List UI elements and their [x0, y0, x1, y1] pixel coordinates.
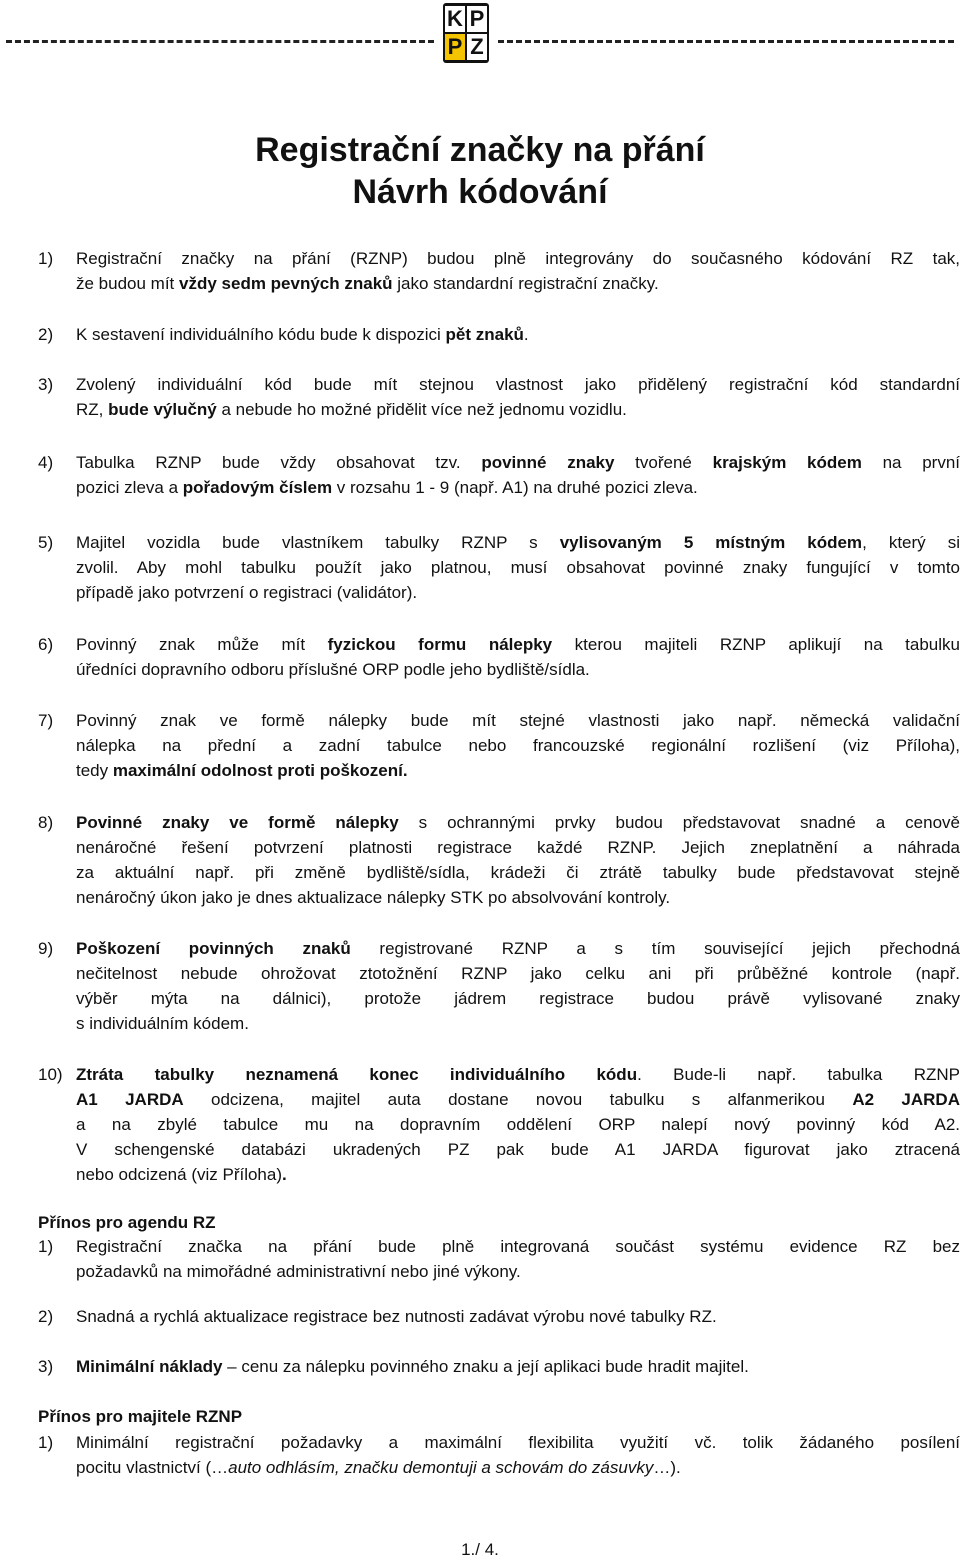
- text-segment: pocitu vlastnictví (…: [76, 1458, 229, 1477]
- item-number: 1): [38, 249, 54, 268]
- text-segment: Minimální registrační požadavky a maximální flexibilita využití vč. tolik žádaného posílení: [76, 1433, 960, 1452]
- text-segment: Snadná a rychlá aktualizace registrace bez nutnosti zadávat výrobu nové tabulky RZ.: [76, 1307, 717, 1326]
- bold-text: vždy sedm pevných znaků: [179, 274, 393, 293]
- item-number: 2): [38, 1307, 54, 1326]
- page-number: 1./ 4.: [461, 1540, 499, 1559]
- text-line: [76, 246, 960, 271]
- list-item-8: [38, 810, 960, 910]
- list-item-9: [38, 936, 960, 1036]
- text-line: [76, 397, 960, 422]
- text-line: [76, 632, 960, 657]
- bold-text: Poškození povinných znaků: [76, 939, 351, 958]
- text-line: [76, 1137, 960, 1162]
- text-line: [76, 1354, 960, 1379]
- item-text: [76, 708, 960, 783]
- text-line: [76, 1162, 960, 1187]
- text-line: [76, 450, 960, 475]
- agenda-item-2: [38, 1304, 960, 1329]
- logo-letter: P: [445, 34, 465, 60]
- text-line: [76, 986, 960, 1011]
- item-number: 10): [38, 1065, 63, 1084]
- bold-text: krajským kódem: [712, 453, 862, 472]
- item-text: [76, 1234, 960, 1284]
- bold-text: bude výlučný: [108, 400, 217, 419]
- text-line: [76, 961, 960, 986]
- text-line: [76, 580, 960, 605]
- list-item-4: [38, 450, 960, 500]
- text-line: [76, 835, 960, 860]
- text-segment: , který si: [862, 533, 960, 552]
- text-line: [76, 708, 960, 733]
- bold-text: povinné znaky: [481, 453, 615, 472]
- item-number: 4): [38, 453, 54, 472]
- bold-text: Minimální náklady: [76, 1357, 223, 1376]
- text-segment: nálepka na přední a zadní tabulce nebo francouzské regionální rozlišení (viz Příloha),: [76, 736, 960, 755]
- text-segment: registrované RZNP a s tím související jejich přechodná: [350, 939, 960, 958]
- text-segment: Povinný znak může mít: [76, 635, 328, 654]
- item-text: [76, 1062, 960, 1187]
- text-line: [76, 758, 960, 783]
- text-segment: nečitelnost nebude ohrožovat ztotožnění RZNP jako celku ani při průběžné kontrole (např.: [76, 964, 960, 983]
- list-item-2: [38, 322, 960, 347]
- bold-text: fyzickou formu nálepky: [327, 635, 553, 654]
- text-line: [76, 555, 960, 580]
- text-segment: .: [523, 325, 529, 344]
- text-segment: za aktuální např. při změně bydliště/sídla, krádeži či ztrátě tabulky bude představovat stejně: [76, 863, 960, 882]
- page-header: [0, 0, 960, 70]
- item-text: [76, 1304, 960, 1329]
- item-number: 7): [38, 711, 54, 730]
- text-segment: Tabulka RZNP bude vždy obsahovat tzv.: [76, 453, 482, 472]
- text-segment: nenáročný úkon jako je dnes aktualizace nálepky STK po absolvování kontroly.: [76, 888, 671, 907]
- text-segment: na první: [861, 453, 960, 472]
- agenda-item-1: [38, 1234, 960, 1284]
- item-number: 5): [38, 533, 54, 552]
- text-segment: požadavků na mimořádné administrativní nebo jiné výkony.: [76, 1262, 521, 1281]
- item-text: [76, 530, 960, 605]
- list-item-5: [38, 530, 960, 605]
- text-segment: Majitel vozidla bude vlastníkem tabulky RZNP s: [76, 533, 560, 552]
- document-title: Registrační značky na přání: [255, 131, 705, 169]
- bold-text: maximální odolnost proti poškození.: [112, 761, 408, 780]
- bold-text: Povinné znaky ve formě nálepky: [76, 813, 399, 832]
- bold-text: pět znaků: [445, 325, 524, 344]
- text-segment: a na zbylé tabulce mu na dopravním oddělení ORP nalepí nový povinný kód A2.: [76, 1115, 960, 1134]
- text-line: [76, 530, 960, 555]
- text-line: [76, 733, 960, 758]
- text-line: [76, 1112, 960, 1137]
- text-segment: Zvolený individuální kód bude mít stejnou vlastnost jako přidělený registrační kód standardní: [76, 375, 960, 394]
- text-segment: případě jako potvrzení o registraci (validátor).: [76, 583, 418, 602]
- item-number: 6): [38, 635, 54, 654]
- section-heading-agenda: Přínos pro agendu RZ: [38, 1213, 216, 1232]
- logo-letter: P: [467, 6, 487, 32]
- text-segment: pozici zleva a: [76, 478, 183, 497]
- owner-item-1: [38, 1430, 960, 1480]
- logo-letter: K: [445, 6, 465, 32]
- list-item-10: [38, 1062, 960, 1187]
- kppz-logo: [443, 3, 489, 63]
- text-segment: výběr mýta na dálnici), protože jádrem registrace budou právě vylisované znaky: [76, 989, 960, 1008]
- text-segment: odcizena, majitel auta dostane novou tabulku s alfanmerikou: [183, 1090, 853, 1109]
- text-segment: kterou majiteli RZNP aplikují na tabulku: [552, 635, 960, 654]
- item-text: [76, 246, 960, 296]
- item-number: 1): [38, 1433, 54, 1452]
- italic-text: auto odhlásím, značku demontuji a schovám do zásuvky: [228, 1458, 654, 1477]
- item-text: [76, 810, 960, 910]
- text-segment: úředníci dopravního odboru příslušné ORP podle jeho bydliště/sídla.: [76, 660, 590, 679]
- text-line: [76, 1455, 960, 1480]
- item-text: [76, 372, 960, 422]
- list-item-1: [38, 246, 960, 296]
- text-line: [76, 657, 960, 682]
- item-text: [76, 322, 960, 347]
- text-segment: K sestavení individuálního kódu bude k dispozici: [76, 325, 446, 344]
- item-text: [76, 936, 960, 1036]
- text-segment: jako standardní registrační značky.: [392, 274, 659, 293]
- text-segment: že budou mít: [76, 274, 180, 293]
- text-segment: v rozsahu 1 - 9 (např. A1) na druhé pozici zleva.: [332, 478, 698, 497]
- list-item-6: [38, 632, 960, 682]
- text-line: [76, 1011, 960, 1036]
- text-line: [76, 1234, 960, 1259]
- text-segment: zvolil. Aby mohl tabulku použít jako platnou, musí obsahovat povinné znaky fungující v tomto: [76, 558, 960, 577]
- item-number: 9): [38, 939, 54, 958]
- text-line: [76, 372, 960, 397]
- text-line: [76, 1430, 960, 1455]
- text-segment: s ochrannými prvky budou představovat snadné a cenově: [398, 813, 960, 832]
- text-segment: s individuálním kódem.: [76, 1014, 249, 1033]
- text-segment: Registrační značka na přání bude plně integrovaná součást systému evidence RZ bez: [76, 1237, 960, 1256]
- text-line: [76, 322, 960, 347]
- text-line: [76, 1062, 960, 1087]
- text-line: [76, 475, 960, 500]
- text-segment: RZ,: [76, 400, 109, 419]
- document-subtitle: Návrh kódování: [352, 173, 608, 211]
- bold-text: pořadovým číslem: [182, 478, 333, 497]
- text-segment: …).: [653, 1458, 681, 1477]
- text-segment: Povinný znak ve formě nálepky bude mít stejné vlastnosti jako např. německá validační: [76, 711, 960, 730]
- item-number: 1): [38, 1237, 54, 1256]
- list-item-7: [38, 708, 960, 783]
- text-line: [76, 936, 960, 961]
- text-segment: tedy: [76, 761, 113, 780]
- bold-text: .: [282, 1165, 287, 1184]
- agenda-item-3: [38, 1354, 960, 1379]
- bold-text: A2 JARDA: [852, 1090, 960, 1109]
- text-segment: nenáročné řešení potvrzení platnosti registrace každé RZNP. Jejich zneplatnění a náhrada: [76, 838, 960, 857]
- text-line: [76, 885, 960, 910]
- item-text: [76, 1430, 960, 1480]
- list-item-3: [38, 372, 960, 422]
- bold-text: A1 JARDA: [76, 1090, 184, 1109]
- logo-letter: Z: [467, 34, 487, 60]
- text-line: [76, 860, 960, 885]
- item-text: [76, 1354, 960, 1379]
- text-segment: . Bude-li např. tabulka RZNP: [637, 1065, 960, 1084]
- text-segment: V schengenské databázi ukradených PZ pak bude A1 JARDA figurovat jako ztracená: [76, 1140, 960, 1159]
- text-line: [76, 271, 960, 296]
- item-text: [76, 632, 960, 682]
- text-line: [76, 1087, 960, 1112]
- text-segment: a nebude ho možné přidělit více než jednomu vozidlu.: [216, 400, 627, 419]
- bold-text: vylisovaným 5 místným kódem: [559, 533, 863, 552]
- item-number: 3): [38, 375, 54, 394]
- item-number: 2): [38, 325, 54, 344]
- header-dash-line-right: [498, 40, 954, 43]
- text-line: [76, 1259, 960, 1284]
- item-number: 8): [38, 813, 54, 832]
- item-number: 3): [38, 1357, 54, 1376]
- text-line: [76, 810, 960, 835]
- header-dash-line-left: [6, 40, 434, 43]
- text-line: [76, 1304, 960, 1329]
- bold-text: Ztráta tabulky neznamená konec individuálního kódu: [76, 1065, 638, 1084]
- section-heading-owner: Přínos pro majitele RZNP: [38, 1407, 243, 1426]
- text-segment: Registrační značky na přání (RZNP) budou plně integrovány do současného kódování RZ tak,: [76, 249, 960, 268]
- item-text: [76, 450, 960, 500]
- text-segment: tvořené: [614, 453, 713, 472]
- text-segment: nebo odcizená (viz Příloha): [76, 1165, 283, 1184]
- text-segment: – cenu za nálepku povinného znaku a její aplikaci bude hradit majitel.: [222, 1357, 749, 1376]
